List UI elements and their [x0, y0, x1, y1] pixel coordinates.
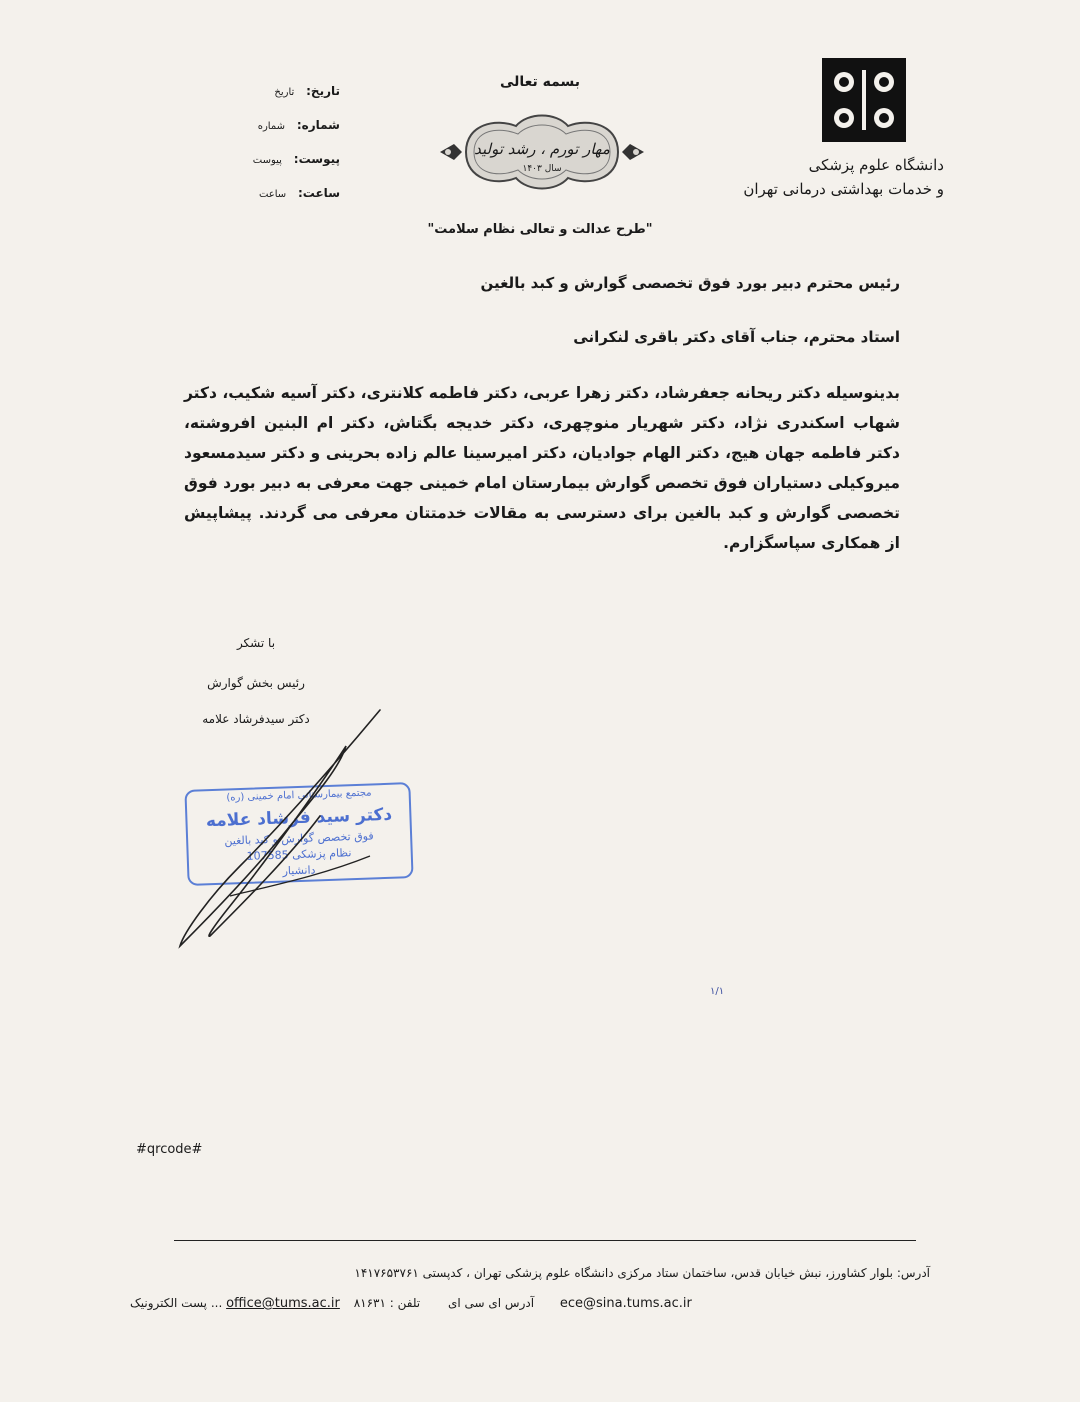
time-value: ساعت — [258, 189, 287, 200]
stamp-line-1: مجتمع بیمارستانی امام خمینی (ره) — [226, 787, 372, 804]
stamp-line-5: دانشیار — [282, 863, 316, 878]
recipient-line-2: استاد محترم، جناب آقای دکتر باقری لنکرانی — [573, 328, 900, 346]
time-label: ساعت: — [297, 186, 340, 200]
office-email-link[interactable]: office@tums.ac.ir — [226, 1296, 340, 1311]
email-label: ... پست الکترونیک — [130, 1296, 223, 1310]
slogan-banner — [436, 104, 648, 200]
footer-contact — [130, 1296, 890, 1311]
number-label: شماره: — [296, 118, 340, 132]
stamp-line-2: دکتر سید فرشاد علامه — [205, 804, 393, 832]
ece-label: آدرس ای سی ای — [447, 1296, 535, 1310]
attachment-label: پیوست: — [293, 152, 340, 166]
date-field — [150, 84, 340, 98]
signer-title: رئیس بخش گوارش — [207, 676, 305, 690]
besmeh-heading: بسمه تعالی — [499, 74, 581, 90]
closing-thanks: با تشکر — [236, 636, 276, 650]
plan-title: "طرح عدالت و تعالی نظام سلامت" — [427, 222, 653, 237]
ece-email-link[interactable]: ece@sina.tums.ac.ir — [559, 1296, 692, 1311]
letter-body: بدینوسیله دکتر ریحانه جعفرشاد، دکتر زهرا عربی، دکتر فاطمه کلانتری، دکتر آسیه شکیب، دکتر شهاب اسکندری نژاد، دکتر شهریار منوچهری، دکتر خدیجه بگتاش، دکتر ام البنین افروشته، دکتر فاطمه جهان هیج، دکتر الهام جوادیان، دکتر امیرسینا عالم زاده بحرینی و دکتر سیدمسعود میروکیلی دستیاران فوق تخصص گوارش بیمارستان امام خمینی جهت معرفی به دبیر بورد فوق تخصصی گوارش و کبد بالغین برای دسترسی به مقالات خدمتتان معرفی می گردند. پیشاپیش از همکاری سپاسگزارم. — [184, 384, 900, 552]
number-field — [150, 118, 340, 132]
number-value: شماره — [257, 121, 286, 132]
signer-name: دکتر سیدفرشاد علامه — [202, 712, 310, 726]
attachment-value: پیوست — [252, 155, 282, 166]
time-field — [150, 186, 340, 200]
attachment-field — [150, 152, 340, 166]
university-name-line2: و خدمات بهداشتی درمانی تهران — [743, 180, 944, 198]
university-name-line1: دانشگاه علوم پزشکی — [808, 156, 944, 174]
university-emblem-icon — [822, 58, 906, 142]
slogan-year: سال ۱۴۰۳ — [522, 164, 562, 174]
qrcode-placeholder: #qrcode# — [136, 1142, 203, 1157]
handwritten-signature-icon — [170, 706, 400, 952]
page-mark: ۱/۱ — [710, 986, 725, 997]
university-logo — [743, 58, 944, 218]
footer-address: آدرس: بلوار کشاورز، نبش خیابان قدس، ساختمان ستاد مرکزی دانشگاه علوم پزشکی تهران ، کدپستی ۱۴۱۷۶۵۳۷۶۱ — [354, 1266, 930, 1280]
slogan-text: مهار تورم ، رشد تولید — [474, 140, 610, 158]
recipient-line-1: رئیس محترم دبیر بورد فوق تخصصی گوارش و کبد بالغین — [480, 274, 900, 292]
stamp-line-3: فوق تخصص گوارش و کبد بالغین — [224, 829, 374, 848]
date-value: تاریخ — [274, 87, 295, 98]
phone-number: تلفن : ۸۱۶۳۱ — [353, 1296, 421, 1310]
stamp-line-4: نظام پزشکی 107585 — [246, 846, 352, 863]
date-label: تاریخ: — [306, 84, 340, 98]
footer-divider — [174, 1240, 916, 1241]
